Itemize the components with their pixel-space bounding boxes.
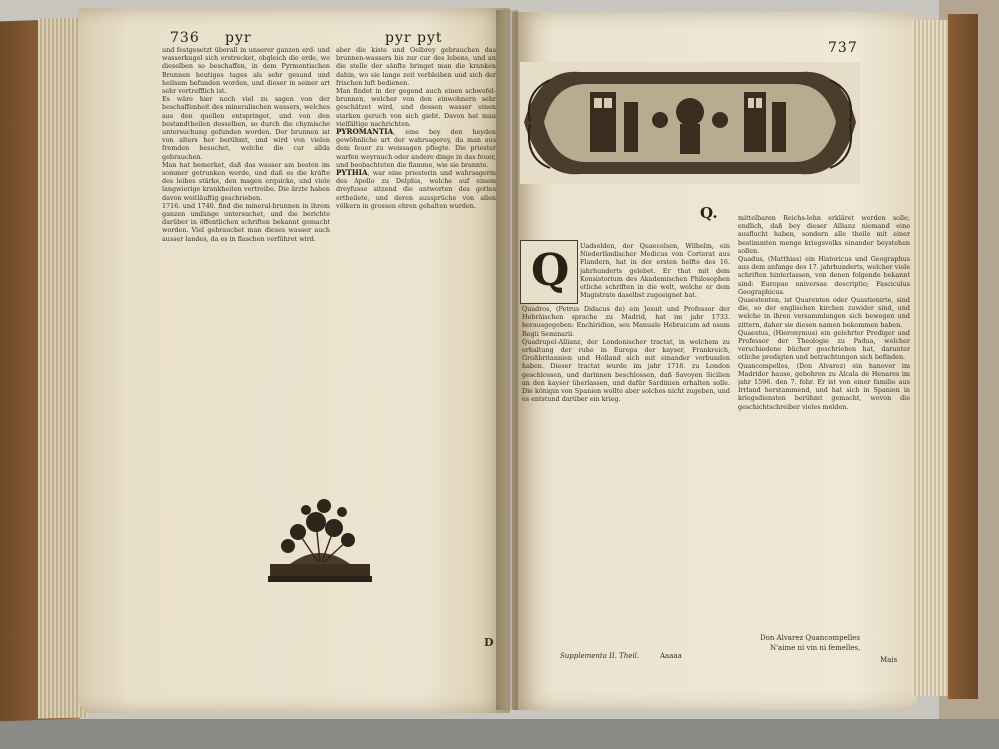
table-surface	[0, 719, 999, 749]
left-column-2	[336, 46, 496, 466]
paragraph: PYROMANTIA, eine bey den heyden gewöhnliche art der wahrsagerey, da man aus dem feuer zu weissagen pflegte. Die priester warfen weyrauch oder andere dinge in das feuer, und beobachteten die flamme, wie sie brannte.	[336, 127, 496, 169]
right-page-number: 737	[828, 40, 858, 56]
catchword: Mais	[880, 656, 898, 664]
paragraph: Quadros, (Petrus Didacus de) ein Jesuit und Professor der Hebräischen sprache zu Madrid, hat im jahr 1733. herausgegeben: Enchiridion, seu Manuale Hebraicum ad usum Regii Seminarii.	[522, 305, 730, 338]
paragraph: Uadselden, der Quaecelsen, Wilhelm, ein Niederländischer Medicus von Corterat aus Flandern, hat in der ersten helfte des 16. jahrhunderts gelebet. Er that mit dem Konsistorium des Akademischen Philosophen etliche schriften in die welt, welche er dem Magistrate daselbst zugeeignet hat.	[580, 242, 730, 300]
paragraph: und festgesetzt überall in unserer ganzen erd- und wasserkugel sich erstrecket, obgleich die erde, wo dieselben so beschaffen, in dem Pyrmontischen Brunnen heutiges tages als sehr gesund und heilsam befunden worden, und dieser in seiner art sehr vortrefflich ist.	[162, 46, 330, 96]
right-column-1	[522, 305, 730, 645]
paragraph: Quaestenten, ist Quarenten oder Quastionirte, sind die, so der englischen kirchen zuwider sind, und welche in ihren versammlungen sich bewegen und zittern, daher sie diesen namen bekommen haben.	[738, 296, 910, 329]
paragraph: Quancompelles, (Don Alvarez) ein hanover im Madrider hause, gebohren zu Alcala de Henares im jahr 1596. den 7. febr. Er ist von einer familie aus Irrland herstammend, und hat sich in Spanien in kriegsdiensten berühmt gemacht, wovon die geschichtschreiber vieles melden.	[738, 361, 910, 411]
left-footer-mark: D	[484, 636, 494, 649]
flower-basket-ornament	[268, 492, 372, 590]
left-column-1	[162, 46, 330, 466]
paragraph: Man findet in der gegend auch einen schwefel-brunnen, welcher von den einwohnern sehr geschätzet wird, und dessen wasser einen starken geruch von sich giebt. Davon hat man vielfältige nachrichten.	[336, 87, 496, 128]
section-letter: Q.	[700, 204, 718, 222]
left-running-head-2: pyr pyt	[385, 30, 443, 46]
left-running-head-1: pyr	[225, 30, 252, 46]
book-gutter	[496, 10, 518, 710]
left-page-number: 736	[170, 30, 200, 46]
paragraph: Quadus, (Matthias) ein Historicus und Geographus aus dem anfange des 17. jahrhunderts, welcher viele schriften hinterlassen, von denen folgende bekannt sind: Europae universae descriptio; Fasciculus Geographicus.	[738, 255, 910, 296]
paragraph: Quaestus, (Hieronymus) ein gelehrter Prediger und Professor der Theologie zu Padua, welcher verschiedene bücher geschrieben hat, darunter etliche predigten und betrachtungen sich befinden.	[738, 328, 910, 362]
paragraph: Quadrupel-Allianz, der Londonischer tractat, in welchem zu erhaltung der ruhe in Europa der kayser, Frankreich, Großbritannien und Holland sich mit einander verbunden haben. Dieser tractat wurde im jahr 1718. zu London geschlossen, und darinnen beschlossen, daß Savoyen Sicilien an den kayser überlassen, und dafür Sardinien erhalten solle. Die königin von Spanien wollte aber solches nicht zugeben, und es entstund darüber ein krieg.	[522, 337, 730, 404]
book-cover-right	[948, 14, 978, 699]
verse-line-1: Don Alvarez Quancompelles	[760, 634, 860, 642]
initial-letter: Q	[531, 245, 570, 296]
engraved-vignette	[520, 62, 860, 184]
right-column-2	[738, 214, 910, 626]
lemma-headword: PYROMANTIA	[336, 127, 394, 137]
lemma-headword: PYTHIA	[336, 168, 368, 178]
paragraph: Es wäre hier noch viel zu sagen von der beschaffenheit des mineralischen wassers, welches aus den quellen entspringet, und von den bestandtheilen desselben, so durch die chymische untersuchung gefunden worden. Der brunnen ist von alters her berühmt, und wird von vielen fremden besuchet, welche die cur allda gebrauchen.	[162, 95, 330, 161]
paragraph: PYTHIA, war eine priesterin und wahrsagerin des Apollo zu Delphis, welche auf einem dreyfusse sitzend die antworten des gottes ertheilete, und deren aussprüche von allen völkern in grossen ehren gehalten wurden.	[336, 168, 496, 210]
paragraph: mittelbaren Reichs-lehn erkläret werden solle; endlich, daß bey dieser Allianz niemand eine ausflucht haben, sondern alle theile mit einer bestimmten menge kriegsvolks einander beystehen sollen.	[738, 214, 910, 255]
decorated-initial	[520, 240, 578, 304]
signature-mark: Aaaaa	[660, 652, 682, 660]
right-column-1-top	[580, 242, 730, 302]
signature-line: Supplementa II. Theil.	[560, 652, 640, 660]
paragraph: Man hat bemerket, daß das wasser am besten im sommer getrunken werde, und daß es die kräfte des leibes stärke, den magen erquicke, und viele langwierige krankheiten vertreibe. Die ärzte haben davon weitläuftig geschrieben.	[162, 160, 330, 202]
paragraph: 1716. und 1740. find die mineral-brunnen in ihrem ganzen umfange untersuchet, und die berichte darüber in öffentlichen schriften bekannt gemacht worden. Viel gebrauchet man dieses wasser auch ausser landes, da es in flaschen verführet wird.	[162, 201, 330, 243]
verse-line-2: N'aime ni vin ni femelles,	[770, 644, 861, 652]
paragraph: aber die kiste und Oelbrey gebrauchen das brunnen-wassers bis zur cur des lebens, und an die stelle der sänfte bringet man die kranken dahin, wo sie lange zeit verbleiben und sich der frischen luft bedienen.	[336, 46, 496, 87]
